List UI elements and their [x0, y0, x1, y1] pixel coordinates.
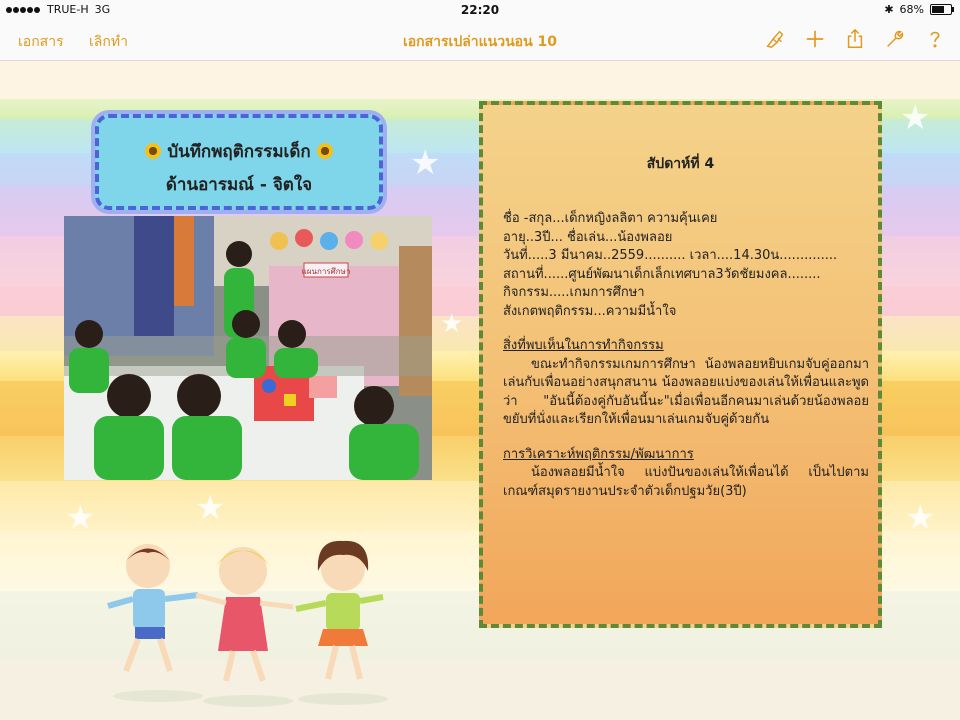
title-line-2: ด้านอารมณ์ - จิตใจ	[165, 175, 313, 195]
document-title: เอกสารเปล่าแนวนอน 10	[402, 34, 558, 50]
info-line-age: อายุ..3ปี... ชื่อเล่น...น้องพลอย	[503, 229, 673, 245]
battery-icon	[930, 4, 952, 15]
document-canvas[interactable]	[0, 61, 960, 720]
section-1-heading: สิ่งที่พบเห็นในการทำกิจกรรม	[503, 338, 664, 353]
star-decoration: ★	[905, 498, 936, 538]
title-box[interactable]	[95, 114, 383, 210]
clock: 22:20	[460, 3, 500, 17]
wrench-icon[interactable]	[884, 28, 906, 50]
star-decoration: ★	[410, 143, 441, 183]
photo-sign: แผนการศึกษา	[301, 267, 351, 276]
format-brush-icon[interactable]	[764, 28, 786, 50]
documents-button[interactable]: เอกสาร	[18, 34, 64, 50]
bluetooth-icon: ✱	[884, 3, 894, 16]
toolbar	[0, 20, 960, 61]
star-decoration: ★	[440, 309, 464, 339]
battery-percent: 68%	[899, 3, 924, 16]
info-line-name: ชื่อ -สกุล...เด็กหญิงลลิตา ความคุ้นเคย	[503, 211, 718, 226]
undo-button[interactable]: เลิกทำ	[89, 34, 128, 50]
section-2-text: น้องพลอยมีน้ำใจ แบ่งปันของเล่นให้เพื่อนได้ เป็นไปตามเกณฑ์สมุดรายงานประจำตัวเด็กปฐมวัย(3ปี)	[503, 465, 869, 499]
title-line-1: บันทึกพฤติกรรมเด็ก	[167, 142, 311, 162]
star-decoration: ★	[65, 498, 96, 538]
info-line-place: สถานที่......ศูนย์พัฒนาเด็กเล็กเทศบาล3วัดชัยมงคล........	[503, 266, 821, 282]
section-1-text: ขณะทำกิจกรรมเกมการศึกษา น้องพลอยหยิบเกมจับคู่ออกมาเล่นกับเพื่อนอย่างสนุกสนาน น้องพลอยแบ่งของเล่นให้เพื่อนและพูดว่า "อันนี้ต้องคู่กับอันนี้นะ"เมื่อเพื่อนอีกคนมาเล่นด้วยน้องพลอยขยับที่นั่งและเรียกให้เพื่อนมาเล่นเกมจับคู่ด้วยกัน	[503, 356, 869, 427]
info-line-observe: สังเกตพฤติกรรม...ความมีน้ำใจ	[503, 303, 677, 319]
classroom-photo[interactable]	[64, 216, 432, 480]
network-label: 3G	[94, 3, 111, 16]
sunflower-icon	[317, 143, 333, 159]
share-icon[interactable]	[844, 28, 866, 50]
section-2-heading: การวิเคราะห์พฤติกรรม/พัฒนาการ	[503, 446, 694, 462]
star-decoration: ★	[900, 98, 931, 138]
carrier-label: TRUE-H	[47, 3, 89, 16]
week-heading: สัปดาห์ที่ 4	[646, 156, 715, 172]
cartoon-kids-illustration	[98, 531, 398, 711]
add-icon[interactable]	[804, 28, 826, 50]
record-panel[interactable]	[479, 101, 882, 628]
info-line-activity: กิจกรรม.....เกมการศึกษา	[503, 285, 645, 300]
sunflower-icon	[145, 143, 161, 159]
help-icon[interactable]	[924, 28, 946, 50]
status-bar	[0, 0, 960, 20]
star-decoration: ★	[195, 488, 226, 528]
info-line-date: วันที่.....3 มีนาคม..2559.......... เวลา....14.30น..............	[503, 248, 838, 263]
